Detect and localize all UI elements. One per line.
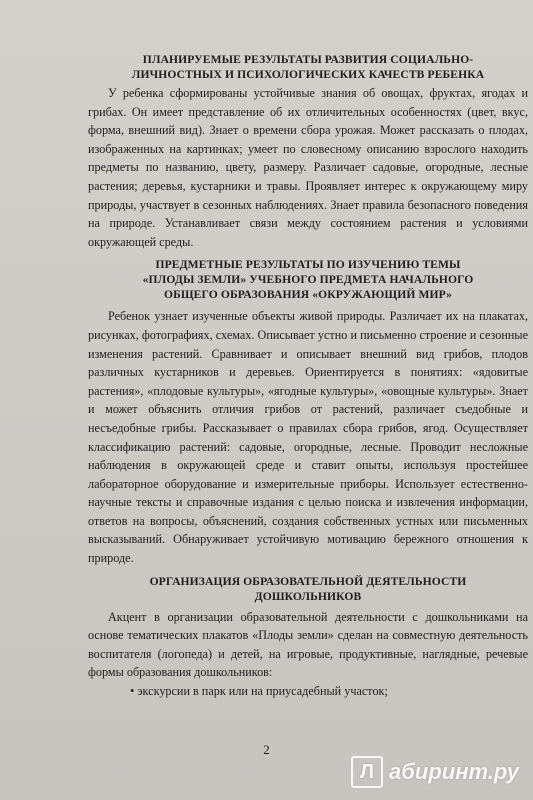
section-heading-subject-results	[88, 257, 528, 302]
labirint-logo-icon: Л	[351, 756, 383, 788]
paragraph-organization: Акцент в организации образовательной деятельности с дошкольниками на основе тематических плакатов «Плоды земли» сделан на совместную деятельность воспитателя (логопеда) и детей, на игровые, продуктивные, наглядные, речевые формы образования дошкольников:	[88, 609, 528, 680]
list-item: • экскурсии в парк или на приусадебный участок;	[130, 684, 388, 699]
heading-line: ОБЩЕГО ОБРАЗОВАНИЯ «ОКРУЖАЮЩИЙ МИР»	[163, 288, 453, 302]
section-heading-social-personal	[88, 52, 528, 82]
heading-line: ПЛАНИРУЕМЫЕ РЕЗУЛЬТАТЫ РАЗВИТИЯ СОЦИАЛЬНО-	[142, 53, 474, 66]
heading-line: ПРЕДМЕТНЫЕ РЕЗУЛЬТАТЫ ПО ИЗУЧЕНИЮ ТЕМЫ	[155, 258, 461, 272]
watermark-text: абиринт.ру	[389, 759, 519, 784]
heading-line: ЛИЧНОСТНЫХ И ПСИХОЛОГИЧЕСКИХ КАЧЕСТВ РЕБЕНКА	[131, 68, 485, 81]
page-number: 2	[263, 742, 270, 757]
heading-line: ОРГАНИЗАЦИЯ ОБРАЗОВАТЕЛЬНОЙ ДЕЯТЕЛЬНОСТИ	[149, 574, 467, 588]
heading-line: «ПЛОДЫ ЗЕМЛИ» УЧЕБНОГО ПРЕДМЕТА НАЧАЛЬНОГО	[142, 273, 474, 287]
page-content	[88, 52, 528, 701]
paragraph-subject-results: Ребенок узнает изученные объекты живой природы. Различает их на плакатах, рисунках, фотографиях, схемах. Описывает устно и письменно строение и сезонные изменения растений. Сравнивает и описывает внешний вид грибов, плодов различных кустарников и деревьев. Ориентируется в понятиях: «ядовитые растения», «плодовые культуры», «ягодные культуры», «овощные культуры». Знает и может объяснить отличия грибов от растений, различает съедобные и несъедобные грибы. Рассказывает о правилах сбора грибов, ягод. Осуществляет классификацию растений: садовые, огородные, лесные. Проводит несложные наблюдения в окружающей среде и ставит опыты, используя простейшее лабораторное оборудование и измерительные приборы. Использует естественно-научные тексты и справочные издания с целью поиска и извлечения информации, ответов на вопросы, объяснений, создания собственных устных или письменных высказываний. Обнаруживает устойчивую мотивацию бережного отношения к природе.	[88, 309, 528, 566]
paragraph-social-personal: У ребенка сформированы устойчивые знания об овощах, фруктах, ягодах и грибах. Он имеет представление об их отличительных особенностях (цвет, вкус, форма, внешний вид). Знает о времени сбора урожая. Может рассказать о плодах, изображенных на картинках; умеет по словесному описанию взрослого находить предметы по названию, цвету, размеру. Различает садовые, огородные, лесные растения; деревья, кустарники и травы. Проявляет интерес к окружающему миру природы, участвует в сезонных наблюдениях. Знает правила безопасного поведения на природе. Устанавливает связи между состоянием растения и условиями окружающей среды.	[88, 86, 528, 249]
section-heading-organization	[88, 574, 528, 604]
labirint-watermark	[351, 756, 519, 788]
heading-line: ДОШКОЛЬНИКОВ	[254, 589, 362, 603]
